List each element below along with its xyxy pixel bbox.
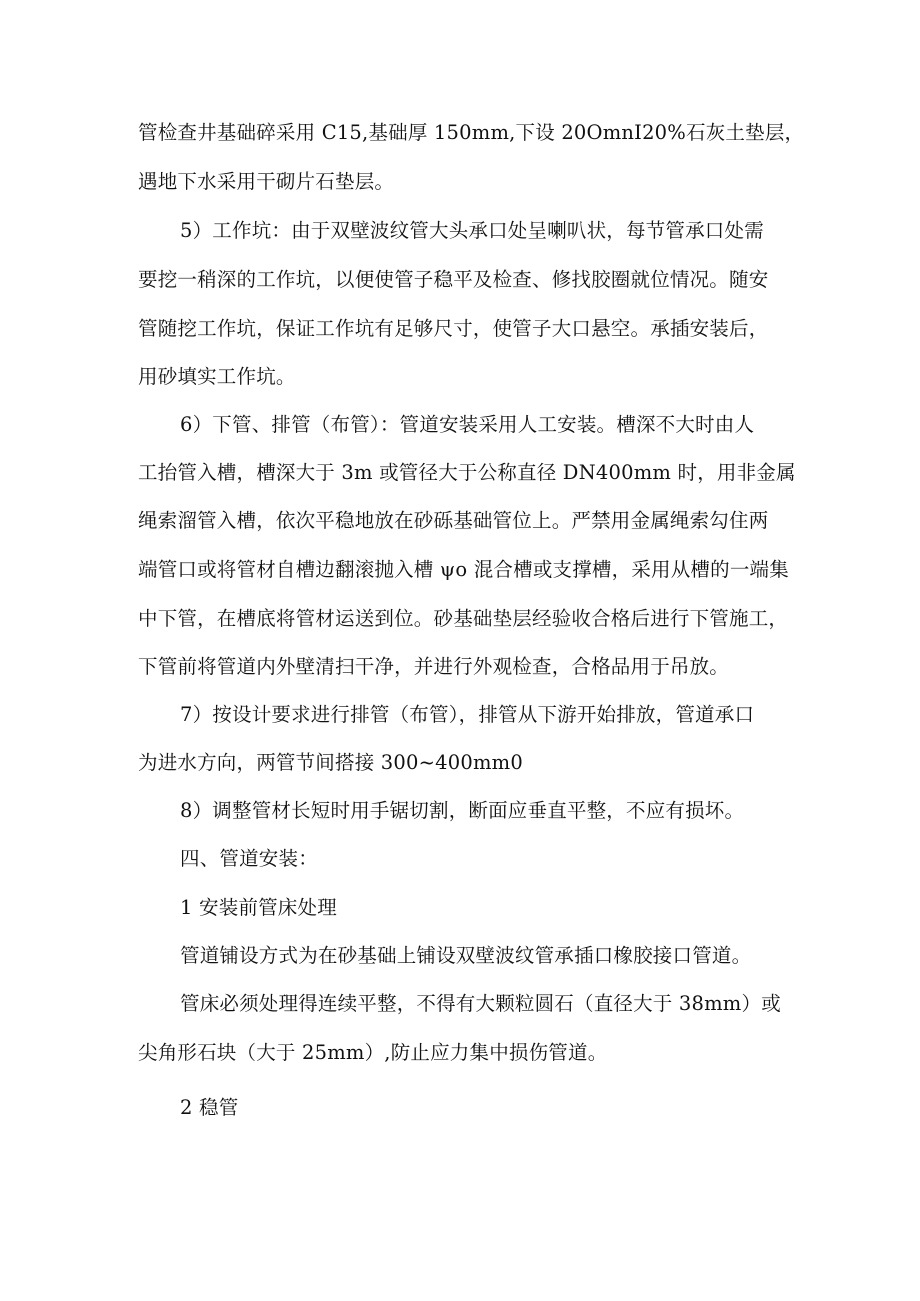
text-line-3: 5）工作坑：由于双壁波纹管大头承口处呈喇叭状，每节管承口处需 bbox=[180, 219, 764, 242]
text-line-5: 管随挖工作坑，保证工作坑有足够尺寸，使管子大口悬空。承插安装后， bbox=[138, 317, 769, 340]
subsection-heading-2: 2 稳管 bbox=[180, 1096, 239, 1119]
text-line-10: 端管口或将管材自槽边翻滚抛入槽 ψo 混合槽或支撑槽，采用从槽的一端集 bbox=[138, 558, 789, 581]
text-line-11: 中下管，在槽底将管材运送到位。砂基础垫层经验收合格后进行下管施工， bbox=[138, 607, 789, 630]
text-line-19: 管床必须处理得连续平整，不得有大颗粒圆石（直径大于 38mm）或 bbox=[180, 992, 781, 1015]
text-line-13: 7）按设计要求进行排管（布管），排管从下游开始排放，管道承口 bbox=[180, 703, 755, 726]
text-line-2: 遇地下水采用干砌片石垫层。 bbox=[138, 170, 395, 193]
text-line-7: 6）下管、排管（布管）：管道安装采用人工安装。槽深不大时由人 bbox=[180, 413, 755, 436]
text-line-14: 为进水方向，两管节间搭接 300~400mm0 bbox=[138, 751, 523, 774]
text-line-15: 8）调整管材长短时用手锯切割，断面应垂直平整，不应有损坏。 bbox=[180, 799, 745, 822]
text-line-9: 绳索溜管入槽，依次平稳地放在砂砾基础管位上。严禁用金属绳索勾住两 bbox=[138, 509, 769, 532]
text-line-6: 用砂填实工作坑。 bbox=[138, 365, 296, 388]
text-line-12: 下管前将管道内外壁清扫干净，并进行外观检查，合格品用于吊放。 bbox=[138, 655, 730, 678]
section-heading-4: 四、管道安装： bbox=[180, 847, 318, 870]
text-line-1: 管检查井基础碎采用 C15,基础厚 150mm,下设 20OmnI20%石灰土垫层， bbox=[138, 121, 805, 144]
text-line-20: 尖角形石块（大于 25mm）,防止应力集中损伤管道。 bbox=[138, 1041, 608, 1064]
subsection-heading-1: 1 安装前管床处理 bbox=[180, 896, 337, 919]
text-line-4: 要挖一稍深的工作坑，以便使管子稳平及检查、修找胶圈就位情况。随安 bbox=[138, 268, 769, 291]
text-line-8: 工抬管入槽，槽深大于 3m 或管径大于公称直径 DN400mm 时，用非金属 bbox=[138, 461, 796, 484]
text-line-18: 管道铺设方式为在砂基础上铺设双壁波纹管承插口橡胶接口管道。 bbox=[180, 944, 752, 967]
